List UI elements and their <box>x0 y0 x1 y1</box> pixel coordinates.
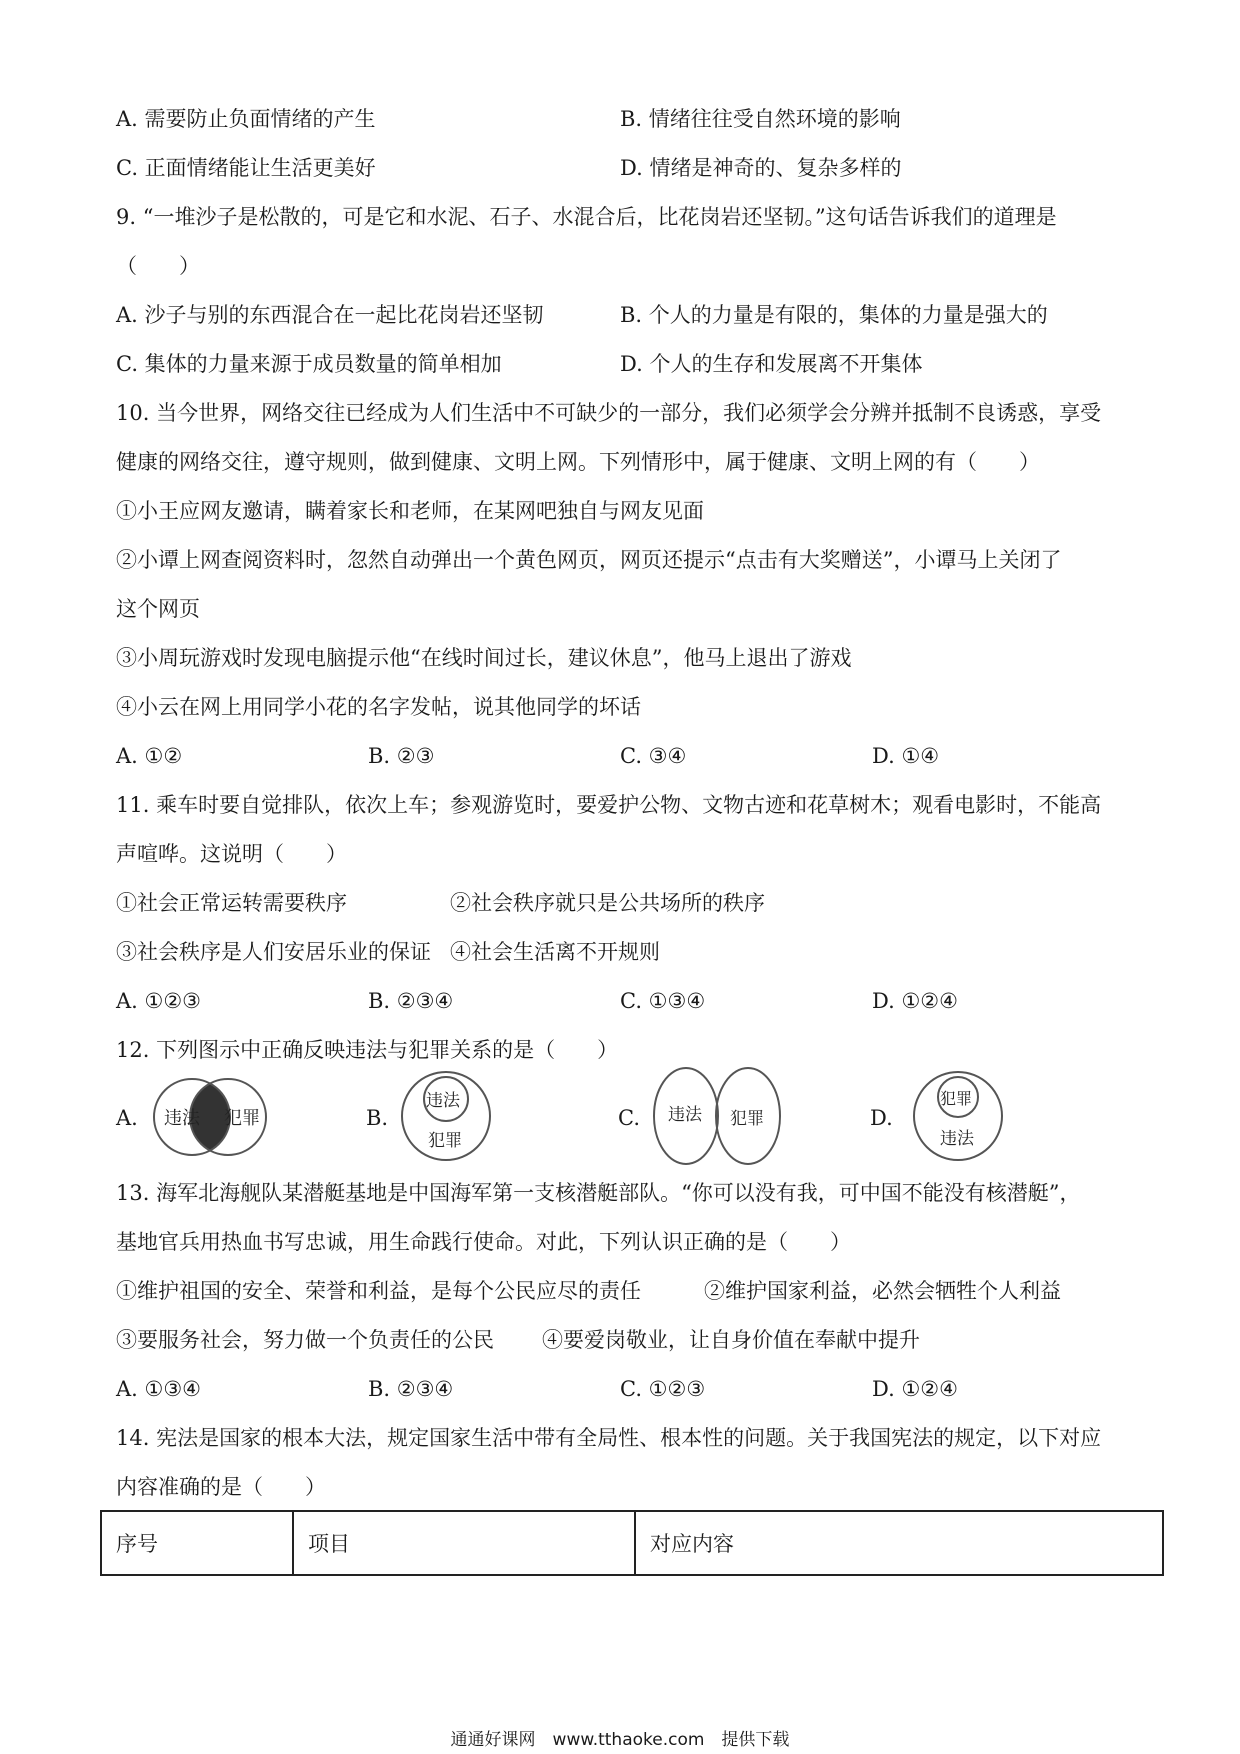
q10-stem-line-1: 10. 当今世界，网络交往已经成为人们生活中不可缺少的一部分，我们必须学会分辨并抵制不良诱惑，享受 <box>116 401 1102 425</box>
page-footer: 通通好课网 www.tthaoke.com 提供下载 <box>450 1730 790 1750</box>
q11-statement-2: ②社会秩序就只是公共场所的秩序 <box>450 891 765 915</box>
q12-diagram-b <box>396 1066 496 1166</box>
table-header-row <box>101 1511 1163 1575</box>
q10-option-b: B. ②③ <box>368 744 435 768</box>
q10-statement-1: ①小王应网友邀请，瞒着家长和老师，在某网吧独自与网友见面 <box>116 499 704 523</box>
q14-stem-line-2: 内容准确的是（ ） <box>116 1475 326 1499</box>
q10-option-a: A. ①② <box>116 744 183 768</box>
q12-b-label-illegal: 违法 <box>426 1091 460 1111</box>
q8-option-b: B. 情绪往往受自然环境的影响 <box>620 107 901 131</box>
q11-statement-4: ④社会生活离不开规则 <box>450 940 660 964</box>
q12-c-label-illegal: 违法 <box>668 1105 702 1125</box>
q12-d-label-illegal: 违法 <box>940 1129 974 1149</box>
q14-table <box>100 1510 1164 1576</box>
q11-option-c: C. ①③④ <box>620 989 706 1013</box>
q13-statement-4: ④要爱岗敬业，让自身价值在奉献中提升 <box>542 1328 920 1352</box>
q13-statement-1: ①维护祖国的安全、荣誉和利益，是每个公民应尽的责任 <box>116 1279 641 1303</box>
q9-option-d: D. 个人的生存和发展离不开集体 <box>620 352 923 376</box>
q13-option-c: C. ①②③ <box>620 1377 706 1401</box>
q12-c-label-crime: 犯罪 <box>730 1109 764 1129</box>
q9-stem-line-2: （ ） <box>116 254 200 278</box>
q14-stem-line-1: 14. 宪法是国家的根本大法，规定国家生活中带有全局性、根本性的问题。关于我国宪法的规定，以下对应 <box>116 1426 1102 1450</box>
q8-option-a: A. 需要防止负面情绪的产生 <box>116 107 376 131</box>
q13-statement-3: ③要服务社会，努力做一个负责任的公民 <box>116 1328 494 1352</box>
q11-option-d: D. ①②④ <box>872 989 958 1013</box>
q13-stem-line-2: 基地官兵用热血书写忠诚，用生命践行使命。对此，下列认识正确的是（ ） <box>116 1230 851 1254</box>
q12-option-d-letter: D. <box>870 1106 893 1130</box>
q10-statement-2a: ②小谭上网查阅资料时，忽然自动弹出一个黄色网页，网页还提示“点击有大奖赠送”，小谭马上关闭了 <box>116 548 1062 572</box>
q12-diagram-a <box>150 1072 270 1162</box>
q11-option-a: A. ①②③ <box>116 989 201 1013</box>
q12-d-label-crime: 犯罪 <box>940 1089 973 1108</box>
q9-option-b: B. 个人的力量是有限的，集体的力量是强大的 <box>620 303 1048 327</box>
q8-option-d: D. 情绪是神奇的、复杂多样的 <box>620 156 902 180</box>
q10-statement-3: ③小周玩游戏时发现电脑提示他“在线时间过长，建议休息”，他马上退出了游戏 <box>116 646 852 670</box>
q12-a-label-crime: 犯罪 <box>224 1108 260 1129</box>
q9-stem-line-1: 9. “一堆沙子是松散的，可是它和水泥、石子、水混合后，比花岗岩还坚韧。”这句话告诉我们的道理是 <box>116 205 1057 229</box>
q10-option-d: D. ①④ <box>872 744 940 768</box>
q13-option-b: B. ②③④ <box>368 1377 454 1401</box>
q10-statement-4: ④小云在网上用同学小花的名字发帖，说其他同学的坏话 <box>116 695 641 719</box>
q13-stem-line-1: 13. 海军北海舰队某潜艇基地是中国海军第一支核潜艇部队。“你可以没有我，可中国不能没有核潜艇”， <box>116 1181 1081 1205</box>
q9-option-a: A. 沙子与别的东西混合在一起比花岗岩还坚韧 <box>116 303 544 327</box>
q11-statement-1: ①社会正常运转需要秩序 <box>116 891 347 915</box>
q11-option-b: B. ②③④ <box>368 989 454 1013</box>
q10-stem-line-2: 健康的网络交往，遵守规则，做到健康、文明上网。下列情形中，属于健康、文明上网的有（ ） <box>116 450 1040 474</box>
q10-option-c: C. ③④ <box>620 744 687 768</box>
q10-statement-2b: 这个网页 <box>116 597 200 621</box>
q13-option-d: D. ①②④ <box>872 1377 958 1401</box>
q12-diagram-d <box>908 1066 1008 1166</box>
q11-statement-3: ③社会秩序是人们安居乐业的保证 <box>116 940 431 964</box>
q12-b-label-crime: 犯罪 <box>428 1131 462 1151</box>
table-header-item: 项目 <box>293 1511 635 1575</box>
q12-stem: 12. 下列图示中正确反映违法与犯罪关系的是（ ） <box>116 1038 619 1062</box>
q13-statement-2: ②维护国家利益，必然会牺牲个人利益 <box>704 1279 1061 1303</box>
q12-a-label-illegal: 违法 <box>164 1108 200 1129</box>
table-header-number: 序号 <box>101 1511 293 1575</box>
q12-option-c-letter: C. <box>618 1106 640 1130</box>
q11-stem-line-1: 11. 乘车时要自觉排队，依次上车；参观游览时，要爱护公物、文物古迹和花草树木；观看电影时，不能高 <box>116 793 1102 817</box>
q12-option-b-letter: B. <box>366 1106 389 1130</box>
q9-option-c: C. 集体的力量来源于成员数量的简单相加 <box>116 352 502 376</box>
table-header-content: 对应内容 <box>635 1511 1163 1575</box>
q13-option-a: A. ①③④ <box>116 1377 201 1401</box>
q11-stem-line-2: 声喧哗。这说明（ ） <box>116 842 347 866</box>
q12-diagram-c <box>652 1064 782 1168</box>
q12-option-a-letter: A. <box>116 1106 138 1130</box>
q8-option-c: C. 正面情绪能让生活更美好 <box>116 156 376 180</box>
